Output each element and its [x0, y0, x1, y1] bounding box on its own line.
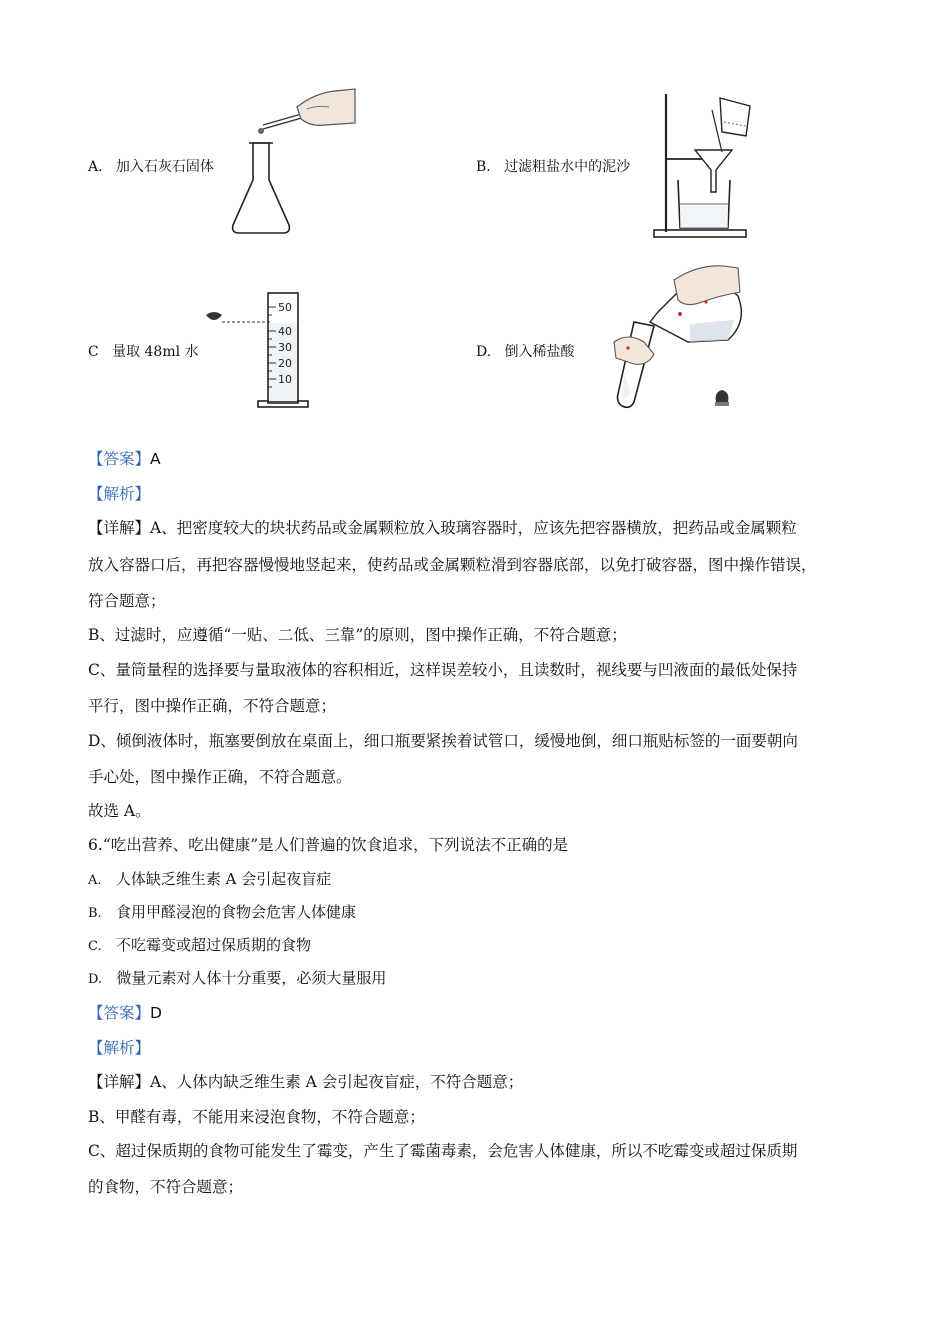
q6-detail-line: 的食物，不符合题意；: [88, 1178, 244, 1196]
q6-option-b[interactable]: [88, 901, 356, 922]
option-letter: B.: [88, 906, 102, 921]
q5-detail-line: D、倾倒液体时，瓶塞要倒放在桌面上，细口瓶要紧挨着试管口，缓慢地倒，细口瓶贴标签的一面要朝向: [88, 732, 798, 750]
q6-detail-line: 【详解】A、人体内缺乏维生素 A 会引起夜盲症，不符合题意；: [88, 1073, 524, 1091]
answer-label: 【答案】: [88, 450, 151, 468]
option-letter: A.: [88, 159, 103, 175]
q5-detail-line: 符合题意；: [88, 592, 166, 610]
q6-analysis-label: 【解析】: [88, 1039, 151, 1057]
q5-option-b[interactable]: [476, 156, 630, 176]
q5-detail-line: 放入容器口后，再把容器慢慢地竖起来，使药品或金属颗粒滑到容器底部，以免打破容器，图中操作错误，: [88, 556, 817, 574]
q5-detail-line: C、量筒量程的选择要与量取液体的容积相近，这样误差较小，且读数时，视线要与凹液面的最低处保持: [88, 661, 798, 679]
option-letter: C: [88, 344, 99, 360]
q5-detail-line: 【详解】A、把密度较大的块状药品或金属颗粒放入玻璃容器时，应该先把容器横放，把药品或金属颗粒: [88, 519, 797, 537]
scale-label: 40: [278, 325, 292, 338]
answer-label: 【答案】: [88, 1004, 151, 1022]
answer-value: A: [150, 450, 161, 468]
q5-option-d[interactable]: [476, 341, 575, 361]
option-letter: A.: [88, 873, 102, 888]
q6-detail-line: B、甲醛有毒，不能用来浸泡食物，不符合题意；: [88, 1108, 425, 1126]
option-text: 倒入稀盐酸: [504, 344, 575, 360]
option-text: 加入石灰石固体: [115, 159, 214, 175]
answer-value: D: [150, 1004, 162, 1022]
scale-label: 10: [278, 373, 292, 386]
q5-detail-line: 故选 A。: [88, 802, 151, 820]
option-text: 量取 48ml 水: [112, 344, 199, 360]
q5-analysis-label: 【解析】: [88, 485, 151, 503]
option-text: 不吃霉变或超过保质期的食物: [115, 936, 311, 954]
scale-label: 30: [278, 341, 292, 354]
scale-label: 20: [278, 357, 292, 370]
q6-option-d[interactable]: [88, 967, 386, 988]
q5-answer: [88, 447, 161, 469]
figure-pouring-liquid: [598, 262, 748, 412]
q5-detail-line: 手心处，图中操作正确，不符合题意。: [88, 768, 352, 786]
figure-add-limestone-flask: [225, 85, 360, 240]
option-text: 人体缺乏维生素 A 会引起夜盲症: [115, 870, 332, 888]
q5-option-c[interactable]: [88, 341, 199, 361]
q5-detail-line: 平行，图中操作正确，不符合题意；: [88, 697, 337, 715]
q6-option-c[interactable]: [88, 934, 311, 955]
option-text: 微量元素对人体十分重要，必须大量服用: [116, 969, 387, 987]
q5-detail-line: B、过滤时，应遵循“一贴、二低、三靠”的原则，图中操作正确，不符合题意；: [88, 626, 627, 644]
q6-answer: [88, 1001, 162, 1023]
option-letter: D.: [88, 972, 103, 987]
option-text: 过滤粗盐水中的泥沙: [504, 159, 631, 175]
q6-detail-line: C、超过保质期的食物可能发生了霉变，产生了霉菌毒素，会危害人体健康，所以不吃霉变或超过保质期: [88, 1142, 798, 1160]
figure-graduated-cylinder: [200, 285, 315, 417]
q6-stem: 6.“吃出营养、吃出健康”是人们普遍的饮食追求，下列说法不正确的是: [88, 836, 569, 854]
option-letter: D.: [476, 344, 492, 360]
figure-filtration-apparatus: [650, 92, 765, 242]
option-letter: B.: [476, 159, 491, 175]
q5-option-a[interactable]: [88, 156, 214, 176]
q6-option-a[interactable]: [88, 868, 331, 889]
option-text: 食用甲醛浸泡的食物会危害人体健康: [116, 903, 357, 921]
option-letter: C.: [88, 939, 102, 954]
scale-label: 50: [278, 301, 292, 314]
